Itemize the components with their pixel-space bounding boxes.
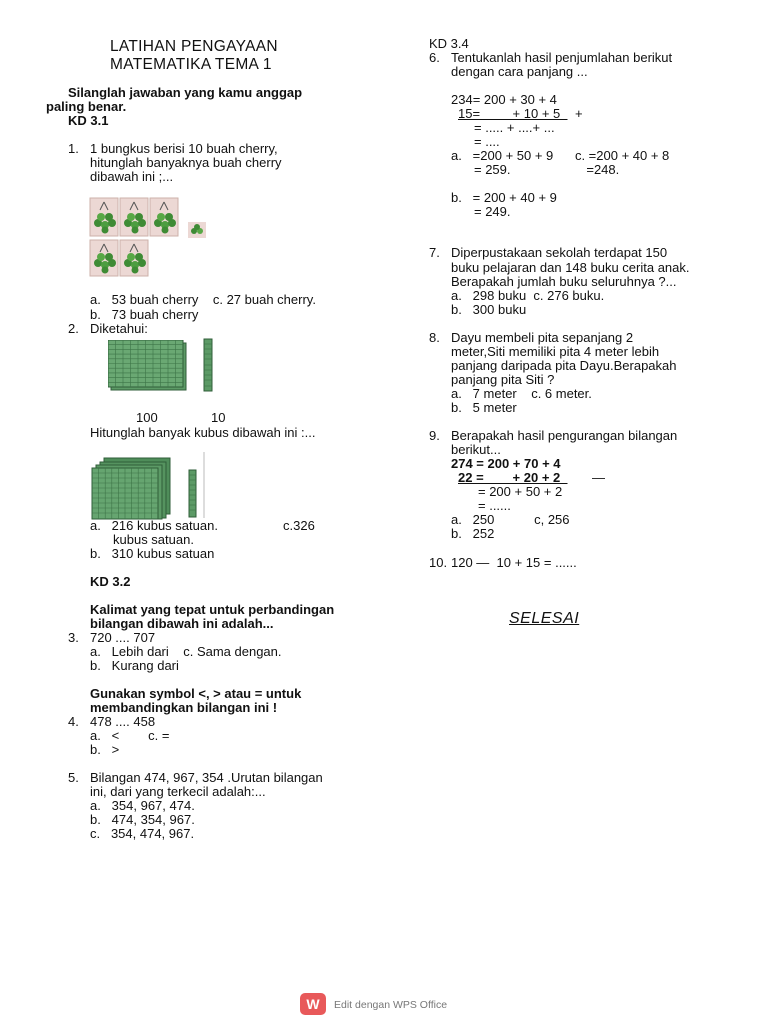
q7-option-a: a. 298 buku c. 276 buku. [451, 288, 605, 303]
q1-text-line1: 1 bungkus berisi 10 buah cherry, [90, 141, 278, 156]
cherry-bags-image [88, 196, 213, 278]
q8-text-line3: panjang daripada pita Dayu.Berapakah [451, 358, 677, 373]
wps-edit-link[interactable]: Edit dengan WPS Office [334, 999, 448, 1011]
q8-number: 8. [429, 330, 440, 345]
instruction-line2: paling benar. [46, 99, 127, 114]
cherry-bag [90, 240, 118, 276]
q5-option-b: b. 474, 354, 967. [90, 812, 195, 827]
q6-number: 6. [429, 50, 440, 65]
q4-option-a: a. < c. = [90, 728, 170, 743]
section-kd34: KD 3.4 [429, 36, 469, 51]
q10-number: 10. [429, 555, 448, 570]
instruction-line1: Silanglah jawaban yang kamu anggap [68, 85, 303, 100]
q8-option-a: a. 7 meter c. 6 meter. [451, 386, 592, 401]
q5-option-a: a. 354, 967, 474. [90, 798, 195, 813]
q7-option-b: b. 300 buku [451, 302, 527, 317]
q2-text-line1: Diketahui: [90, 321, 148, 336]
q9-option-b: b. 252 [451, 526, 495, 541]
q9-work-line3: = 200 + 50 + 2 [478, 484, 563, 499]
q8-text-line1: Dayu membeli pita sepanjang 2 [451, 330, 634, 345]
q8-option-b: b. 5 meter [451, 400, 517, 415]
q2-option-c: c.326 [283, 518, 315, 533]
q10-text: 120 — 10 + 15 = ...... [451, 555, 577, 570]
q7-text-line2: buku pelajaran dan 148 buku cerita anak. [451, 260, 690, 275]
wps-logo-icon[interactable]: W [300, 993, 326, 1015]
q9-work-line1: 274 = 200 + 70 + 4 [451, 456, 561, 471]
q9-number: 9. [429, 428, 440, 443]
q5-number: 5. [68, 770, 79, 785]
section-kd32: KD 3.2 [90, 574, 131, 589]
q1-text-line2: hitunglah banyaknya buah cherry [90, 155, 282, 170]
q2-option-a-cont: kubus satuan. [113, 532, 194, 547]
q9-work-line4: = ...... [478, 498, 511, 513]
cherry-bag [90, 198, 118, 236]
q1-number: 1. [68, 141, 79, 156]
q8-text-line2: meter,Siti memiliki pita 4 meter lebih [451, 344, 660, 359]
q3-option-a: a. Lebih dari c. Sama dengan. [90, 644, 282, 659]
label-10: 10 [211, 410, 226, 425]
q6-option-a-result: = 259. =248. [474, 162, 620, 177]
q6-work-line1: 234= 200 + 30 + 4 [451, 92, 557, 107]
q9-text-line2: berikut... [451, 442, 501, 457]
instruction-comparison-line1: Kalimat yang tepat untuk perbandingan [90, 602, 335, 617]
q9-work-line2: 22 = + 20 + 2 [458, 470, 568, 485]
instruction-symbol-line1: Gunakan symbol <, > atau = untuk [90, 686, 302, 701]
q5-text-line2: ini, dari yang terkecil adalah:... [90, 784, 266, 799]
q9-option-a: a. 250 c, 256 [451, 512, 570, 527]
q6-work-line3: = ..... + ....+ ... [474, 120, 555, 135]
q6-option-b: b. = 200 + 40 + 9 [451, 190, 557, 205]
q6-option-b-result: = 249. [474, 204, 511, 219]
q2-number: 2. [68, 321, 79, 336]
q1-option-a: a. 53 buah cherry c. 27 buah cherry. [90, 292, 316, 307]
section-kd31: KD 3.1 [68, 113, 109, 128]
cherry-bag [120, 240, 148, 276]
q6-text-line2: dengan cara panjang ... [451, 64, 588, 79]
loose-cherries [188, 222, 206, 238]
closing-text: SELESAI [509, 610, 580, 627]
q2-option-b: b. 310 kubus satuan [90, 546, 215, 561]
q2-text-line2: Hitunglah banyak kubus dibawah ini :... [90, 425, 316, 440]
q4-text: 478 .... 458 [90, 714, 156, 729]
q1-text-line3: dibawah ini ;... [90, 169, 174, 184]
q4-option-b: b. > [90, 742, 120, 757]
q5-option-c: c. 354, 474, 967. [90, 826, 195, 841]
hundred-block-image [108, 340, 188, 392]
cherry-bag [150, 198, 178, 236]
q6-option-a: a. =200 + 50 + 9 c. =200 + 40 + 8 [451, 148, 670, 163]
page-title-line2: MATEMATIKA TEMA 1 [110, 56, 272, 73]
q1-option-b: b. 73 buah cherry [90, 307, 199, 322]
q9-minus-sign: — [592, 470, 605, 485]
cherry-bag [120, 198, 148, 236]
q6-plus-sign: + [575, 106, 583, 121]
q6-work-line4: = .... [474, 134, 500, 149]
label-100: 100 [136, 410, 158, 425]
q8-text-line4: panjang pita Siti ? [451, 372, 555, 387]
q7-number: 7. [429, 245, 440, 260]
q2-option-a: a. 216 kubus satuan. [90, 518, 218, 533]
q5-text-line1: Bilangan 474, 967, 354 .Urutan bilangan [90, 770, 323, 785]
q3-text: 720 .... 707 [90, 630, 156, 645]
q7-text-line3: Berapakah jumlah buku seluruhnya ?... [451, 274, 677, 289]
instruction-symbol-line2: membandingkan bilangan ini ! [90, 700, 278, 715]
ten-rod-image [203, 338, 215, 393]
instruction-comparison-line2: bilangan dibawah ini adalah... [90, 616, 274, 631]
q3-number: 3. [68, 630, 79, 645]
q6-work-line2: 15= + 10 + 5 [458, 106, 568, 121]
q9-text-line1: Berapakah hasil pengurangan bilangan [451, 428, 678, 443]
q3-option-b: b. Kurang dari [90, 658, 179, 673]
page-title-line1: LATIHAN PENGAYAAN [110, 38, 278, 55]
q6-text-line1: Tentukanlah hasil penjumlahan berikut [451, 50, 673, 65]
q7-text-line1: Diperpustakaan sekolah terdapat 150 [451, 245, 668, 260]
q4-number: 4. [68, 714, 79, 729]
cube-blocks-image [90, 452, 210, 520]
